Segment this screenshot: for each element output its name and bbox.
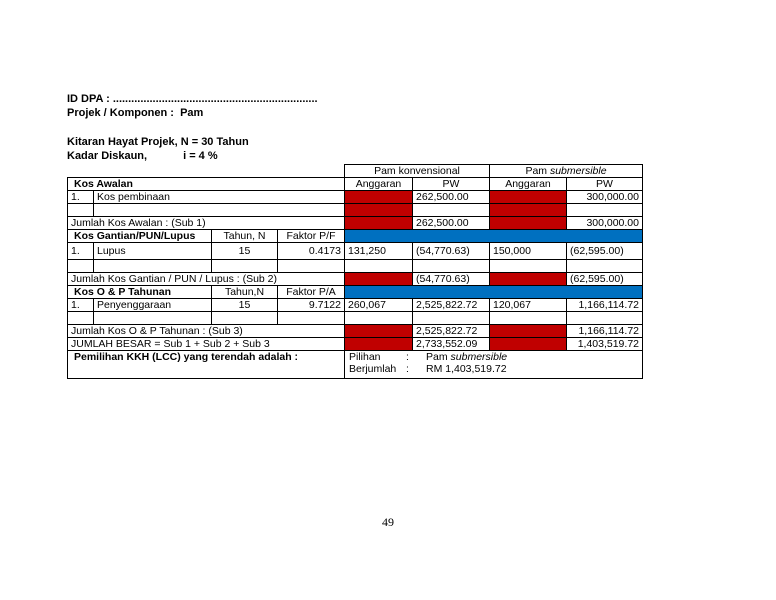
row-no: 1. — [68, 299, 94, 312]
col-pw-1: PW — [413, 178, 490, 191]
table-row — [68, 243, 643, 260]
subtotal-label: Jumlah Kos Gantian / PUN / Lupus : (Sub 2) — [68, 273, 345, 286]
col-faktor-pa: Faktor P/A — [278, 286, 345, 299]
group-konvensional: Pam konvensional — [345, 165, 490, 178]
anggaran-cell-red — [490, 273, 567, 286]
section-gantian: Kos Gantian/PUN/Lupus — [68, 230, 212, 243]
anggaran-cell-red — [490, 204, 567, 217]
row-desc: Penyenggaraan — [94, 299, 212, 312]
section-awalan-row — [68, 178, 643, 191]
anggaran-cell-red — [490, 338, 567, 351]
pw-cell: (54,770.63) — [413, 243, 490, 260]
row-tahun: 15 — [212, 243, 278, 260]
pw-cell: 2,525,822.72 — [413, 299, 490, 312]
anggaran-cell-red — [345, 273, 413, 286]
row-no: 1. — [68, 191, 94, 204]
row-faktor: 9.7122 — [278, 299, 345, 312]
blue-band — [345, 286, 643, 299]
lcc-table — [67, 164, 643, 379]
row-no: 1. — [68, 243, 94, 260]
subtotal-label: Jumlah Kos Awalan : (Sub 1) — [68, 217, 345, 230]
projek-line: Projek / Komponen : Pam — [67, 107, 204, 119]
row-desc: Lupus — [94, 243, 212, 260]
anggaran-cell-red — [345, 204, 413, 217]
group-header-row — [68, 165, 643, 178]
anggaran-cell: 131,250 — [345, 243, 413, 260]
subtotal-row — [68, 273, 643, 286]
pilihan-sep: : — [406, 351, 409, 363]
section-om: Kos O & P Tahunan — [68, 286, 212, 299]
pw-cell: 262,500.00 — [413, 217, 490, 230]
anggaran-cell: 120,067 — [490, 299, 567, 312]
anggaran-cell-red — [345, 325, 413, 338]
anggaran-cell-red — [345, 217, 413, 230]
anggaran-cell: 260,067 — [345, 299, 413, 312]
section-awalan: Kos Awalan — [68, 178, 345, 191]
anggaran-cell-red — [345, 191, 413, 204]
blank-row — [68, 204, 643, 217]
pw-cell: 1,403,519.72 — [567, 338, 643, 351]
kadar-line — [67, 150, 218, 163]
pemilihan-row — [68, 351, 643, 379]
pw-cell: 300,000.00 — [567, 217, 643, 230]
anggaran-cell: 150,000 — [490, 243, 567, 260]
row-faktor: 0.4173 — [278, 243, 345, 260]
grand-total-row — [68, 338, 643, 351]
col-tahun-n: Tahun,N — [212, 286, 278, 299]
col-faktor-pf: Faktor P/F — [278, 230, 345, 243]
col-anggaran-1: Anggaran — [345, 178, 413, 191]
blue-band — [345, 230, 643, 243]
subtotal-label: Jumlah Kos O & P Tahunan : (Sub 3) — [68, 325, 345, 338]
pilihan-value: Pam submersible — [426, 351, 508, 363]
row-desc: Kos pembinaan — [94, 191, 345, 204]
blank-row — [68, 260, 643, 273]
berjumlah-label: Berjumlah — [349, 363, 397, 375]
table-row — [68, 191, 643, 204]
col-anggaran-2: Anggaran — [490, 178, 567, 191]
pw-cell: 2,733,552.09 — [413, 338, 490, 351]
row-tahun: 15 — [212, 299, 278, 312]
pw-cell: (62,595.00) — [567, 243, 643, 260]
pw-cell: (54,770.63) — [413, 273, 490, 286]
col-pw-2: PW — [567, 178, 643, 191]
subtotal-row — [68, 325, 643, 338]
table-row — [68, 299, 643, 312]
pilihan-label: Pilihan — [349, 351, 381, 363]
subtotal-row — [68, 217, 643, 230]
anggaran-cell-red — [490, 191, 567, 204]
pw-cell: 262,500.00 — [413, 191, 490, 204]
section-om-row — [68, 286, 643, 299]
blank-row — [68, 312, 643, 325]
grand-total-label: JUMLAH BESAR = Sub 1 + Sub 2 + Sub 3 — [68, 338, 345, 351]
berjumlah-sep: : — [406, 363, 409, 375]
section-gantian-row — [68, 230, 643, 243]
kadar-value: i = 4 % — [183, 150, 218, 162]
pw-cell: 300,000.00 — [567, 191, 643, 204]
anggaran-cell-red — [490, 325, 567, 338]
pw-cell: 2,525,822.72 — [413, 325, 490, 338]
pemilihan-label: Pemilihan KKH (LCC) yang terendah adalah : — [68, 351, 345, 379]
anggaran-cell-red — [490, 217, 567, 230]
pw-cell: 1,166,114.72 — [567, 299, 643, 312]
group-submersible: Pam submersible — [490, 165, 643, 178]
kitaran-line: Kitaran Hayat Projek, N = 30 Tahun — [67, 136, 249, 148]
page-number: 49 — [382, 515, 394, 529]
col-tahun-n: Tahun, N — [212, 230, 278, 243]
id-dpa-line: ID DPA : ................................................................... — [67, 93, 318, 105]
pemilihan-result — [345, 351, 643, 379]
berjumlah-value: RM 1,403,519.72 — [426, 363, 507, 375]
pw-cell: (62,595.00) — [567, 273, 643, 286]
kadar-label: Kadar Diskaun, — [67, 150, 148, 162]
anggaran-cell-red — [345, 338, 413, 351]
pw-cell: 1,166,114.72 — [567, 325, 643, 338]
